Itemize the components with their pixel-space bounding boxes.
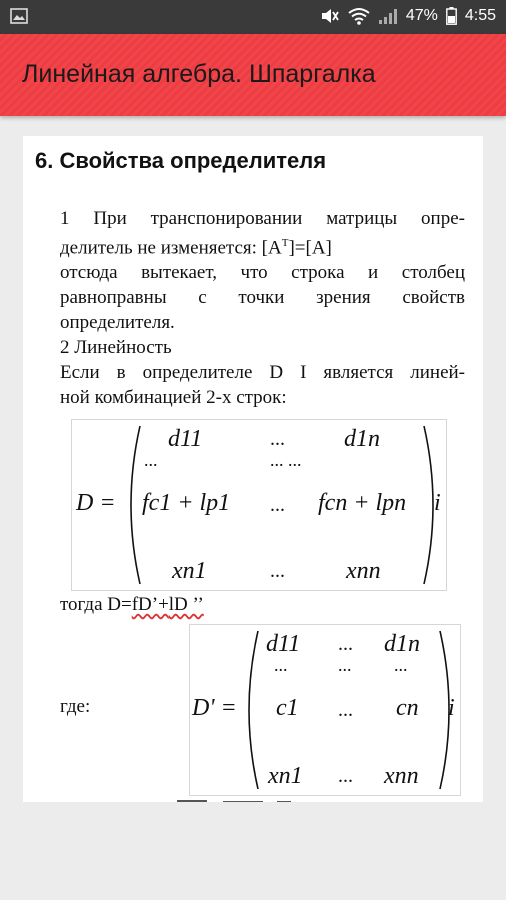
mute-icon (320, 7, 340, 25)
text-line: равноправны с точки зрения свойств (60, 287, 465, 309)
matrix-cell: ... (144, 450, 158, 470)
text-line: отсюда вытекает, что строка и столбец (60, 262, 465, 284)
text-line: определителя. (60, 312, 175, 334)
document-text (60, 206, 465, 410)
app-title: Линейная алгебра. Шпаргалка (22, 60, 376, 88)
matrix-lhs: D = (76, 490, 116, 516)
text-line: 2 Линейность (60, 337, 172, 359)
matrix-cell: xn1 (268, 763, 303, 789)
matrix-cell: ... (274, 655, 288, 675)
matrix-cell: c1 (276, 695, 299, 721)
matrix-cell: ... (338, 633, 353, 655)
matrix-cell: ... ... (270, 450, 302, 470)
matrix-cell: d11 (168, 426, 203, 452)
matrix-cell: ... (338, 765, 353, 787)
matrix-cell: fc1 + lp1 (142, 490, 231, 516)
then-formula: тогда D=fD’+lD ’’ (60, 594, 204, 615)
text-line: ной комбинацией 2-х строк: (60, 387, 287, 409)
determinant-formula-1 (71, 419, 447, 591)
matrix-cell: d1n (384, 631, 420, 657)
determinant-formula-2 (189, 624, 461, 796)
matrix-cell: ... (270, 494, 285, 516)
matrix-cell: xnn (384, 763, 419, 789)
section-heading: 6. Свойства определителя (35, 148, 327, 173)
matrix-cell: xnn (346, 558, 381, 584)
wifi-icon (348, 7, 370, 25)
text-line: делитель не изменяется: $[A^T]=[A]$ (60, 237, 332, 259)
matrix-cell: ... (270, 560, 285, 582)
app-bar (0, 34, 506, 116)
battery-percent: 47% (405, 7, 438, 24)
matrix-cell: xn1 (172, 558, 207, 584)
battery-icon (446, 7, 457, 25)
matrix-row-label: i (434, 490, 441, 516)
matrix-cell: ... (338, 699, 353, 721)
matrix-cell: d1n (344, 426, 380, 452)
matrix-lhs: D' = (192, 695, 237, 721)
matrix-cell: fcn + lpn (318, 490, 407, 516)
cropped-text-line (37, 798, 467, 802)
matrix-cell: ... (270, 428, 285, 450)
content-card (23, 136, 483, 802)
clock: 4:55 (464, 7, 496, 24)
matrix-cell: d11 (266, 631, 301, 657)
status-bar (0, 0, 506, 34)
text-line: 1 При транспонировании матрицы опре- (60, 208, 465, 229)
image-notification-icon (10, 8, 28, 24)
matrix-row-label: i (448, 695, 455, 721)
matrix-cell: ... (338, 655, 352, 675)
signal-icon (378, 7, 398, 25)
where-label: где: (60, 696, 91, 717)
text-line: Если в определителе D I является линей- (60, 362, 465, 384)
matrix-cell: ... (394, 655, 408, 675)
matrix-cell: cn (396, 695, 419, 721)
